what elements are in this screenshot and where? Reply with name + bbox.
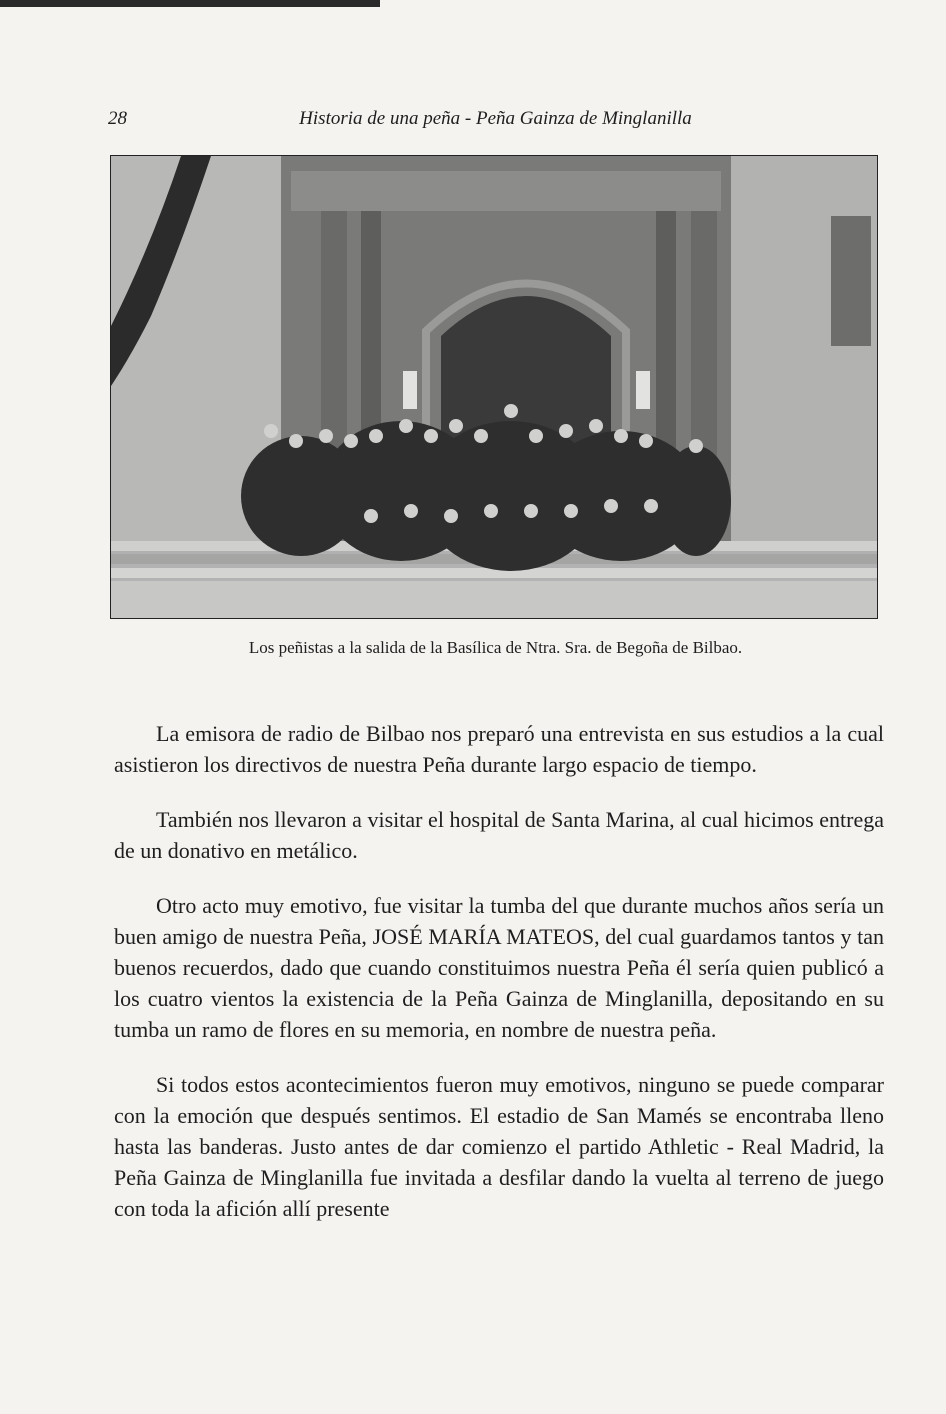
photo-caption: Los peñistas a la salida de la Basílica de Ntra. Sra. de Begoña de Bilbao. (248, 638, 743, 657)
page-header (108, 108, 883, 138)
body-text (114, 718, 884, 1248)
group-photo (110, 155, 878, 619)
paragraph: Otro acto muy emotivo, fue visitar la tumba del que durante muchos años sería un buen amigo de nuestra Peña, JOSÉ MARÍA MATEOS, del cual guardamos tantos y tan buenos recuerdos, dado que cuando constituimos nuestra Peña él sería quien publicó a los cuatro vientos la existencia de la Peña Gainza de Minglanilla, depositando en su tumba un ramo de flores en su memoria, en nombre de nuestra peña. (114, 893, 884, 1042)
page-number: 28 (108, 108, 127, 129)
paragraph: La emisora de radio de Bilbao nos preparó una entrevista en sus estudios a la cual asistieron los directivos de nuestra Peña durante largo espacio de tiempo. (114, 721, 884, 777)
basilica-photo-illustration (111, 156, 877, 618)
running-title: Historia de una peña - Peña Gainza de Minglanilla (299, 108, 692, 129)
top-edge-rule (0, 0, 380, 7)
paragraph: También nos llevaron a visitar el hospital de Santa Marina, al cual hicimos entrega de un donativo en metálico. (114, 807, 884, 863)
paragraph: Si todos estos acontecimientos fueron muy emotivos, ninguno se puede comparar con la emoción que después sentimos. El estadio de San Mamés se encontraba lleno hasta las banderas. Justo antes de dar comienzo el partido Athletic - Real Madrid, la Peña Gainza de Minglanilla fue invitada a desfilar dando la vuelta al terreno de juego con toda la afición allí presente (114, 1072, 884, 1221)
